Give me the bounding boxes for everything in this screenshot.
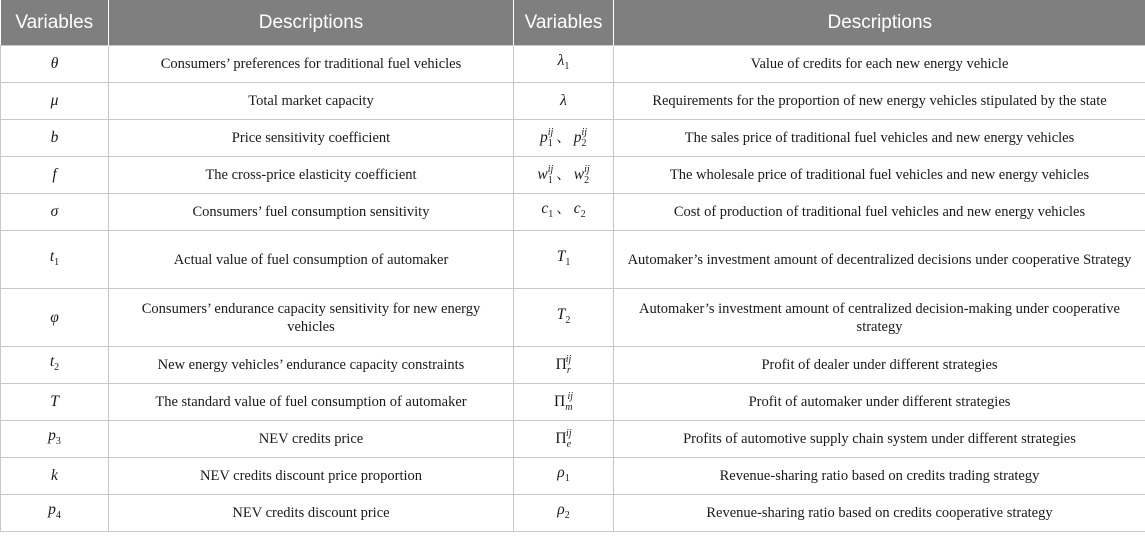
table-row xyxy=(1,421,1145,458)
header-row xyxy=(1,0,1145,46)
symbol-b: b xyxy=(50,129,59,146)
variable-symbol: $\Pi_r^{ij}$ xyxy=(514,347,614,384)
symbol-phi: φ xyxy=(50,308,59,326)
symbol-sigma: σ xyxy=(50,203,59,220)
header-descriptions-1: Descriptions xyxy=(109,0,514,46)
variable-symbol: T xyxy=(1,384,109,421)
variable-description: Consumers’ endurance capacity sensitivity for new energy vehicles xyxy=(109,289,514,347)
variable-description: Revenue-sharing ratio based on credits cooperative strategy xyxy=(614,495,1145,532)
variable-symbol: $p_1^{ij}$ 、 $p_2^{ij}$ xyxy=(514,120,614,157)
variable-symbol: $t_2$ xyxy=(1,347,109,384)
variable-description: Automaker’s investment amount of decentralized decisions under cooperative Strategy xyxy=(614,231,1145,289)
variable-description: Value of credits for each new energy vehicle xyxy=(614,46,1145,83)
symbol-theta: θ xyxy=(50,55,59,72)
variable-symbol xyxy=(1,83,109,120)
table-row xyxy=(1,194,1145,231)
variable-symbol: $\rho_1$ xyxy=(514,458,614,495)
header-variables-2: Variables xyxy=(514,0,614,46)
table-row xyxy=(1,289,1145,347)
variable-symbol xyxy=(514,83,614,120)
variable-symbol: $T_1$ xyxy=(514,231,614,289)
variable-symbol: $w_1^{ij}$ 、 $w_2^{ij}$ xyxy=(514,157,614,194)
variable-symbol: $\Pi_e^{ij}$ xyxy=(514,421,614,458)
variable-symbol: $\lambda_1$ xyxy=(514,46,614,83)
variable-description: Actual value of fuel consumption of automaker xyxy=(109,231,514,289)
table-row xyxy=(1,458,1145,495)
table-row xyxy=(1,495,1145,532)
variable-description: Price sensitivity coefficient xyxy=(109,120,514,157)
variable-description: NEV credits discount price xyxy=(109,495,514,532)
variable-symbol: $\Pi_m^{ij}$ xyxy=(514,384,614,421)
table-row xyxy=(1,231,1145,289)
variable-symbol: k xyxy=(1,458,109,495)
variable-description: NEV credits discount price proportion xyxy=(109,458,514,495)
variable-description: Consumers’ preferences for traditional fuel vehicles xyxy=(109,46,514,83)
table-row xyxy=(1,46,1145,83)
header-variables-1: Variables xyxy=(1,0,109,46)
variable-symbol xyxy=(1,157,109,194)
table-row xyxy=(1,83,1145,120)
variable-symbol: $p_4$ xyxy=(1,495,109,532)
table-row xyxy=(1,347,1145,384)
symbol-lambda: λ xyxy=(560,92,567,109)
table-row xyxy=(1,120,1145,157)
variable-symbol: $\rho_2$ xyxy=(514,495,614,532)
variable-description: The cross-price elasticity coefficient xyxy=(109,157,514,194)
variable-symbol xyxy=(1,120,109,157)
variable-symbol xyxy=(1,289,109,347)
variable-description: Profit of automaker under different strategies xyxy=(614,384,1145,421)
variable-description: The standard value of fuel consumption of automaker xyxy=(109,384,514,421)
variable-description: Consumers’ fuel consumption sensitivity xyxy=(109,194,514,231)
variable-description: Total market capacity xyxy=(109,83,514,120)
variable-description: Profits of automotive supply chain system under different strategies xyxy=(614,421,1145,458)
variable-description: Requirements for the proportion of new energy vehicles stipulated by the state xyxy=(614,83,1145,120)
variable-description: Automaker’s investment amount of centralized decision-making under cooperative strategy xyxy=(614,289,1145,347)
variable-symbol xyxy=(1,46,109,83)
variable-description: NEV credits price xyxy=(109,421,514,458)
table-row xyxy=(1,384,1145,421)
header-descriptions-2: Descriptions xyxy=(614,0,1145,46)
variable-description: Cost of production of traditional fuel vehicles and new energy vehicles xyxy=(614,194,1145,231)
variable-description: Profit of dealer under different strategies xyxy=(614,347,1145,384)
symbol-lambda: λ xyxy=(557,52,565,69)
variable-description: The sales price of traditional fuel vehicles and new energy vehicles xyxy=(614,120,1145,157)
variable-description: New energy vehicles’ endurance capacity constraints xyxy=(109,347,514,384)
variable-description: The wholesale price of traditional fuel vehicles and new energy vehicles xyxy=(614,157,1145,194)
variable-symbol xyxy=(1,194,109,231)
variable-description: Revenue-sharing ratio based on credits trading strategy xyxy=(614,458,1145,495)
symbol-mu: μ xyxy=(50,92,59,109)
symbol-f: f xyxy=(52,166,57,183)
variable-symbol: $T_2$ xyxy=(514,289,614,347)
table-row xyxy=(1,157,1145,194)
variable-symbol: $t_1$ xyxy=(1,231,109,289)
variable-symbol: $p_3$ xyxy=(1,421,109,458)
variable-symbol: $c_1$ 、 $c_2$ xyxy=(514,194,614,231)
